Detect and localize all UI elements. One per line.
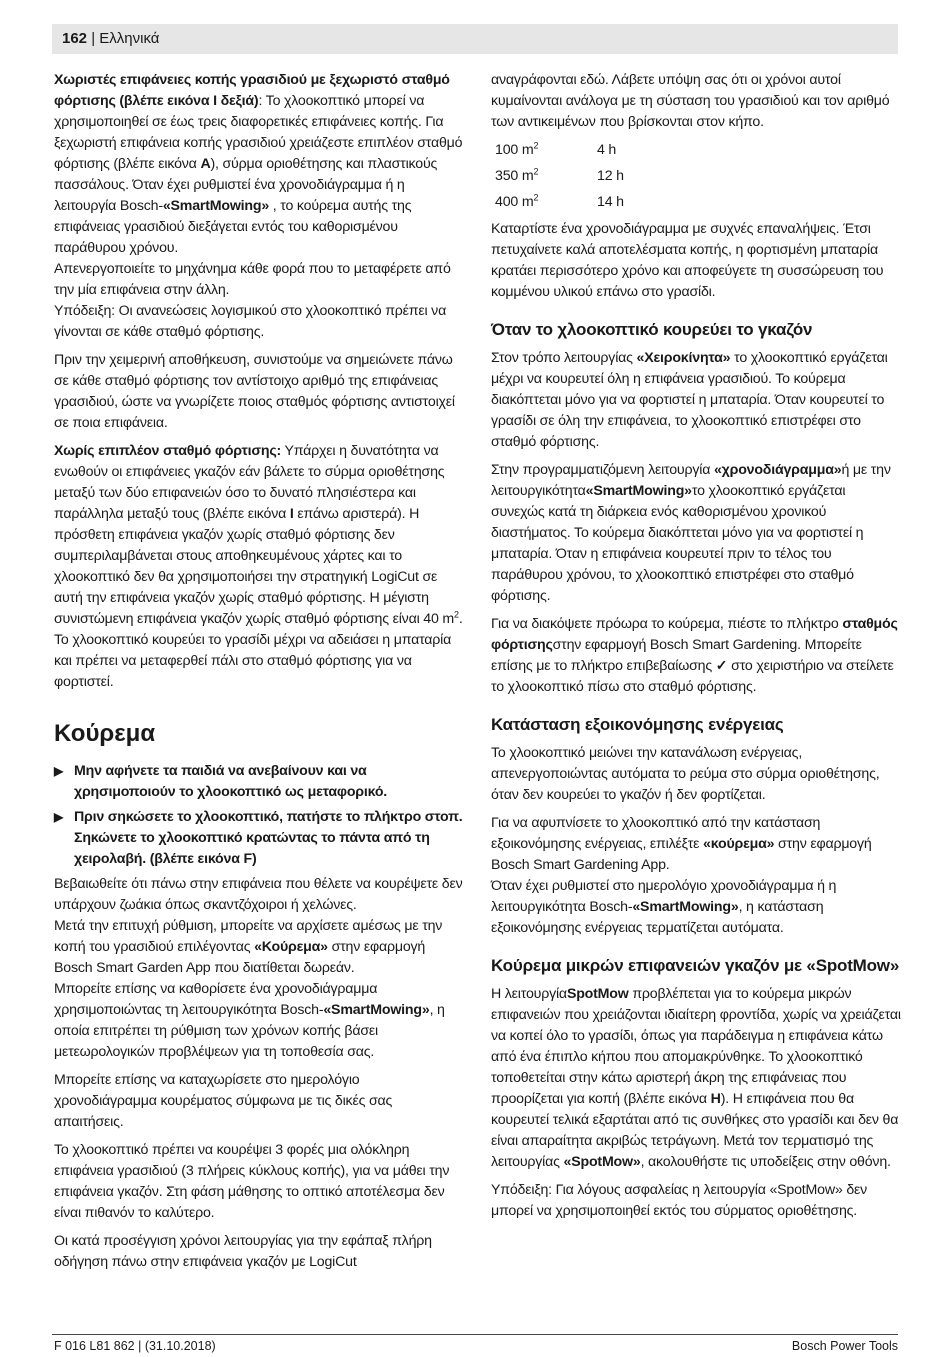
section-title: Κούρεμα [54, 720, 156, 747]
footer-doc-id: F 016 L81 862 | (31.10.2018) [54, 1339, 216, 1353]
paragraph: Απενεργοποιείτε το μηχάνημα κάθε φορά που το μεταφέρετε από την μία επιφάνεια στην άλλη. [54, 261, 451, 298]
subsection-title: Κατάσταση εξοικονόμησης ενέργειας [491, 715, 784, 734]
triangle-bullet-icon: ▶ [54, 810, 64, 824]
paragraph: Μπορείτε επίσης να καθορίσετε ένα χρονοδιάγραμμα χρησιμοποιώντας τη λειτουργικότητα Bosch-«SmartMowing», η οποία επιτρέπει τη ρύθμιση των χρόνων κοπής βάσει μετεωρολογικών προβλέψεων για τη τοποθεσία σας. [54, 981, 445, 1060]
paragraph: Υπόδειξη: Για λόγους ασφαλείας η λειτουργία «SpotMow» δεν μπορεί να χρησιμοποιηθεί εκτός του σύρματος οριοθέτησης. [491, 1182, 868, 1219]
paragraph: Βεβαιωθείτε ότι πάνω στην επιφάνεια που θέλετε να κουρέψετε δεν υπάρχουν ζωάκια όπως σκαντζόχοιροι ή χελώνες. [54, 876, 463, 913]
paragraph: Το χλοοκοπτικό μειώνει την κατανάλωση ενέργειας, απενεργοποιώντας αυτόματα το ρεύμα στο σύρμα οριοθέτησης, όταν δεν κουρεύει το γκαζόν ή δεν φορτίζεται. [491, 745, 880, 803]
paragraph: Στον τρόπο λειτουργίας «Χειροκίνητα» το χλοοκοπτικό εργάζεται μέχρι να κουρευτεί όλη η επιφάνεια γρασιδιού. Το κούρεμα διακόπτεται μόνο για να φορτιστεί η μπαταρία. Όταν κουρευτεί το γρασίδι σε όλη την επιφάνεια, το χλοοκοπτικό επιστρέφει στο σταθμό φόρτισης. [491, 350, 888, 450]
warning-item: ▶ Πριν σηκώσετε το χλοοκοπτικό, πατήστε το πλήκτρο στοπ. Σηκώνετε το χλοοκοπτικό κρατώντας το πάντα από τη χειρολαβή. (βλέπε εικόνα F) [54, 807, 464, 870]
page-header-band [52, 24, 898, 54]
table-row: 400 $m^2$ 14 h [495, 191, 624, 210]
paragraph: Πριν την χειμερινή αποθήκευση, συνιστούμε να σημειώνετε πάνω σε κάθε σταθμό φόρτισης τον αντίστοιχο αριθμό της επιφάνειας γρασιδιού, ώστε να γνωρίζετε ποιος σταθμός φόρτισης αντιστοιχεί σε ποια επιφάνεια. [54, 352, 455, 431]
table-row: 350 $m^2$ 12 h [495, 165, 624, 184]
footer-divider [52, 1334, 898, 1335]
paragraph: αναγράφονται εδώ. Λάβετε υπόψη σας ότι οι χρόνοι αυτοί κυμαίνονται ανάλογα με τη σύσταση του γρασιδιού και τον αριθμό των αντικειμένων που βρίσκονται στον κήπο. [491, 72, 890, 130]
right-column [491, 70, 901, 1229]
paragraph: Η λειτουργίαSpotMow προβλέπεται για το κούρεμα μικρών επιφανειών που χρειάζονται ιδιαίτερη φροντίδα, χωρίς να χρειάζεται να κοπεί όλο το γρασίδι, όπως για παράδειγμα η επιφάνεια κάτω από ένα έπιπλο κήπου που απομακρύνθηκε. Το χλοοκοπτικό τοποθετείται στην κάτω αριστερή άκρη της επιφάνειας που προορίζεται για κοπή (βλέπε εικόνα H). Η επιφάνεια που θα κουρευτεί τελικά εξαρτάται από τις συνθήκες στο γρασίδι και δεν θα είναι απαραίτητα ακριβώς τετράγωνη. Μετά τον τερματισμό της λειτουργίας «SpotMow», ακολουθήστε τις υποδείξεις στην οθόνη. [491, 986, 901, 1170]
triangle-bullet-icon: ▶ [54, 764, 64, 778]
warning-item: ▶ Μην αφήνετε τα παιδιά να ανεβαίνουν και να χρησιμοποιούν το χλοοκοπτικό ως μεταφορικό. [54, 761, 464, 803]
header-separator: | [87, 30, 100, 47]
page-header [62, 30, 159, 48]
paragraph: Οι κατά προσέγγιση χρόνοι λειτουργίας για την εφάπαξ πλήρη οδήγηση πάνω στην επιφάνεια γκαζόν με LogiCut [54, 1233, 432, 1270]
mowing-time-table [495, 137, 624, 215]
table-row: 100 $m^2$ 4 h [495, 139, 617, 158]
paragraph: Για να διακόψετε πρόωρα το κούρεμα, πιέστε το πλήκτρο σταθμός φόρτισηςστην εφαρμογή Bosch Smart Gardening. Μπορείτε επίσης με το πλήκτρο επιβεβαίωσης ✓ στο χειριστήριο να στείλετε το χλοοκοπτικό πίσω στο σταθμό φόρτισης. [491, 616, 898, 695]
paragraph: Καταρτίστε ένα χρονοδιάγραμμα με συχνές επαναλήψεις. Έτσι πετυχαίνετε καλά αποτελέσματα κοπής, η φορτισμένη μπαταρία κρατάει περισσότερο χρόνο και αποφεύγετε τη συσσώρευση του κομμένου υλικού επάνω στο γρασίδι. [491, 221, 884, 300]
paragraph: Για να αφυπνίσετε το χλοοκοπτικό από την κατάσταση εξοικονόμησης ενέργειας, επιλέξτε «κούρεμα» στην εφαρμογή Bosch Smart Gardening App. [491, 815, 872, 873]
left-column [54, 70, 464, 1280]
subsection-title: Όταν το χλοοκοπτικό κουρεύει το γκαζόν [491, 320, 813, 339]
paragraph: Μετά την επιτυχή ρύθμιση, μπορείτε να αρχίσετε αμέσως με την κοπή του γρασιδιού επιλέγοντας «Κούρεμα» στην εφαρμογή Bosch Smart Garden App που διατίθεται δωρεάν. [54, 918, 443, 976]
subsection-title: Κούρεμα μικρών επιφανειών γκαζόν με «SpotMow» [491, 956, 900, 975]
paragraph: Στην προγραμματιζόμενη λειτουργία «χρονοδιάγραμμα»ή με την λειτουργικότητα«SmartMowing»το χλοοκοπτικό εργάζεται συνεχώς κατά τη διάρκεια ενός καθορισμένου χρονικού διαστήματος. Το κούρεμα διακόπτεται μόνο για να φορτιστεί η μπαταρία. Όταν η επιφάνεια κουρευτεί πριν το τέλος του παράθυρου χρόνου, το χλοοκοπτικό επιστρέφει στο σταθμό φόρτισης. [491, 462, 891, 604]
paragraph: Χωριστές επιφάνειες κοπής γρασιδιού με ξεχωριστό σταθμό φόρτισης (βλέπε εικόνα I δεξιά): Το χλοοκοπτικό μπορεί να χρησιμοποιηθεί σε έως τρεις διαφορετικές επιφάνειες κοπής. Για ξεχωριστή επιφάνεια κοπής γρασιδιού χρειάζεστε επιπλέον σταθμό φόρτισης (βλέπε εικόνα A), σύρμα οριοθέτησης και πλαστικούς πασσάλους. Όταν έχει ρυθμιστεί ένα χρονοδιάγραμμα ή η λειτουργία Bosch-«SmartMowing» , το κούρεμα αυτής της επιφάνειας γρασιδιού διεξάγεται εντός του καθορισμένου παράθυρου χρόνου. [54, 72, 463, 256]
paragraph: Χωρίς επιπλέον σταθμό φόρτισης: Υπάρχει η δυνατότητα να ενωθούν οι επιφάνειες γκαζόν εάν βάλετε το σύρμα οριοθέτησης μεταξύ των δύο επιφανειών όσο το δυνατό πλησιέστερα και παράλληλα μεταξύ τους (βλέπε εικόνα I επάνω αριστερά). Η πρόσθετη επιφάνεια γκαζόν χωρίς σταθμό φόρτισης δεν συμπεριλαμβάνεται στους αποθηκευμένους χάρτες και το χλοοκοπτικό δεν θα χρησιμοποιήσει την στρατηγική LogiCut σε αυτή την επιφάνεια γκαζόν χωρίς σταθμό φόρτισης. Η μέγιστη συνιστώμενη επιφάνεια γκαζόν χωρίς σταθμό φόρτισης είναι 40 $m^2$. Το χλοοκοπτικό κουρεύει το γρασίδι μέχρι να αδειάσει η μπαταρία και πρέπει να μεταφερθεί πάλι στο σταθμό φόρτισης για να φορτιστεί. [54, 443, 463, 690]
paragraph: Μπορείτε επίσης να καταχωρίσετε στο ημερολόγιο χρονοδιάγραμμα κουρέματος σύμφωνα με τις δικές σας απαιτήσεις. [54, 1072, 393, 1130]
checkmark-icon: ✓ [715, 658, 728, 674]
header-language: Ελληνικά [99, 30, 160, 47]
page-number: 162 [62, 30, 88, 47]
paragraph: Όταν έχει ρυθμιστεί στο ημερολόγιο χρονοδιάγραμμα ή η λειτουργικότητα Bosch-«SmartMowing», η κατάσταση εξοικονόμησης ενέργειας τερματίζεται αυτόματα. [491, 878, 837, 936]
footer-brand: Bosch Power Tools [791, 1339, 898, 1353]
paragraph: Υπόδειξη: Οι ανανεώσεις λογισμικού στο χλοοκοπτικό πρέπει να γίνονται σε κάθε σταθμό φόρτισης. [54, 303, 447, 340]
paragraph: Το χλοοκοπτικό πρέπει να κουρέψει 3 φορές μια ολόκληρη επιφάνεια γρασιδιού (3 πλήρεις κύκλους κοπής), για να μάθει την επιφάνεια γκαζόν. Στη φάση μάθησης το οπτικό αποτέλεσμα δεν είναι πιθανόν το καλύτερο. [54, 1142, 450, 1221]
